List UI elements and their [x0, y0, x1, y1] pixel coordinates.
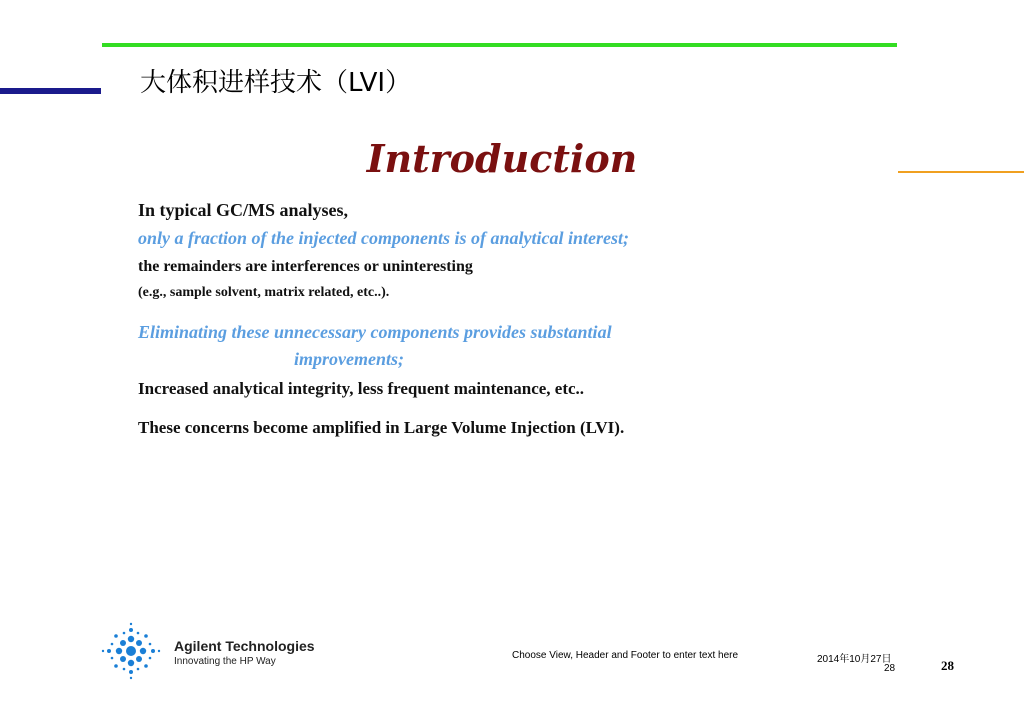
- slide-heading: Introduction: [366, 136, 638, 181]
- body-line-3: the remainders are interferences or uninteresting: [138, 258, 473, 275]
- left-blue-bar: [0, 88, 101, 94]
- body-line-5: Eliminating these unnecessary components provides substantial: [138, 322, 612, 342]
- body-line-7: Increased analytical integrity, less frequent maintenance, etc..: [138, 379, 585, 398]
- footer-date: 2014年10月27日: [817, 654, 892, 665]
- page-number: 28: [941, 658, 954, 673]
- company-name: Agilent Technologies: [174, 638, 315, 654]
- slide-title: 大体积进样技术（LVI）: [140, 68, 412, 98]
- body-line-1: In typical GC/MS analyses,: [138, 200, 349, 220]
- body-line-2: only a fraction of the injected components is of analytical interest;: [138, 228, 629, 248]
- footer-hint: Choose View, Header and Footer to enter text here: [512, 650, 739, 661]
- body-line-8: These concerns become amplified in Large Volume Injection (LVI).: [138, 418, 625, 437]
- footer-small-page: 28: [884, 663, 896, 674]
- body-line-4: (e.g., sample solvent, matrix related, etc..).: [138, 285, 390, 300]
- agilent-spark-icon: [100, 622, 162, 680]
- body-line-6: improvements;: [294, 349, 404, 369]
- top-green-rule: [102, 43, 897, 47]
- company-tagline: Innovating the HP Way: [174, 656, 276, 667]
